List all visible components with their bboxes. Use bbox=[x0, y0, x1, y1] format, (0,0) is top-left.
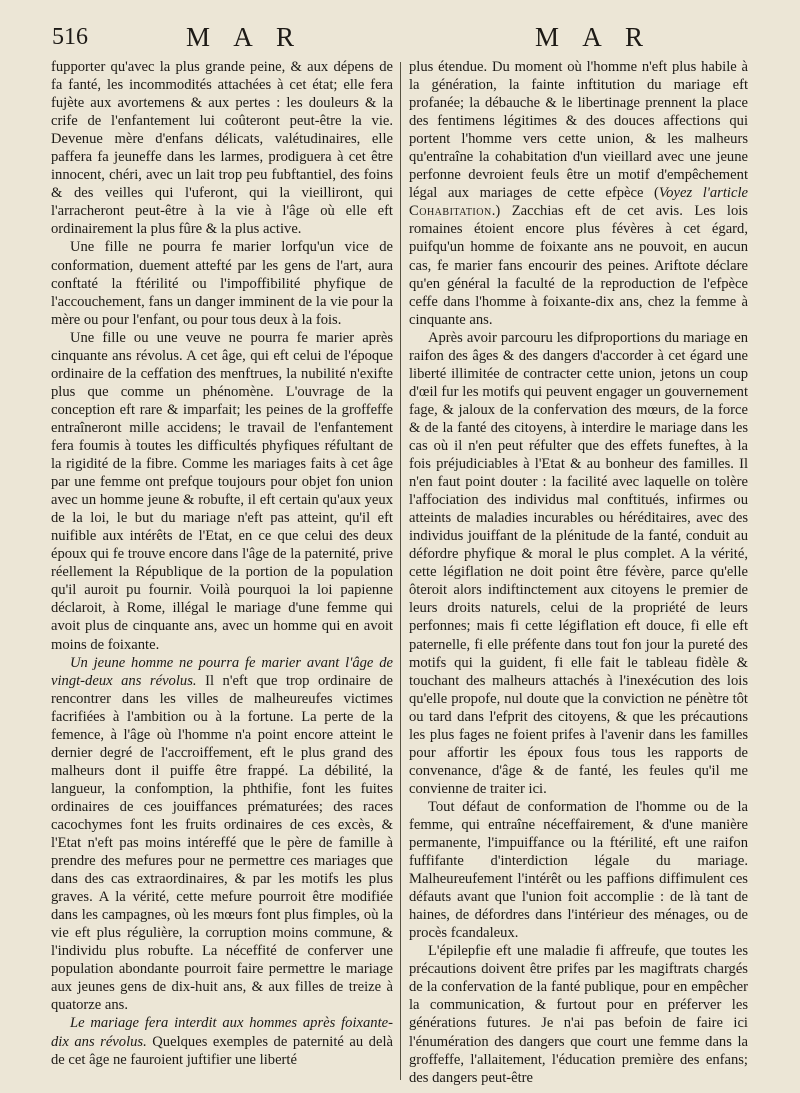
paragraph bbox=[409, 58, 748, 329]
paragraph-text: plus étendue. Du moment où l'homme n'eft plus habile à la génération, la fainte inftitution du mariage eft profanée; la débauche & le libertinage prennent la place des fentimens légitimes & des douces affections qui portent l'homme vers cette union, & les malheurs qu'entraîne la cohabitation d'un vieillard avec une jeune perfonne devroient feuls être un motif d'empêchement légal aux mariages de cette efpèce ( bbox=[409, 59, 748, 202]
paragraph: fupporter qu'avec la plus grande peine, & aux dépens de fa fanté, les incommodités attachées à cet état; elle fera fujète aux avortemens & aux pertes : les douleurs & la crife de l'enfantement lui coûteront peut-être la vie. Devenue mère d'enfans délicats, valétudinaires, elle paffera fa jeuneffe dans les larmes, prodiguera à cet être innocent, chéri, avec un lait trop peu fubftantiel, des foins & des veilles qui l'uferont, qui la vieilliront, qui l'arracheront peut-être à la vie à l'âge où elle eft ordinairement la plus fûre & la plus active. bbox=[51, 59, 393, 238]
paragraph: Tout défaut de conformation de l'homme ou de la femme, qui entraîne néceffairement, & d'une manière permanente, l'impuiffance ou la ftérilité, eft une raifon fuffifante d'interdiction légale du mariage. Malheureufement l'intérêt ou les paffions diffimulent ces défauts avant que l'union foit accomplie : de là tant de haines, de défordres dans l'intérieur des ménages, ou de procès fcandaleux. bbox=[409, 798, 748, 942]
column-divider bbox=[400, 62, 401, 1080]
paragraph: Une fille ou une veuve ne pourra fe marier après cinquante ans révolus. A cet âge, qui eft celui de l'époque ordinaire de la ceffation des menftrues, la nubilité n'exifte plus que comme un phénomène. L'ouvrage de la conception eft rare & imparfait; les peines de la groffeffe entraîneront mille accidens; le travail de l'enfantement fera foumis à toutes les difficultés phyfiques réfultant de la rigidité de la fibre. Comme les mariages faits à cet âge par une femme ont prefque toujours pour objet fon union avec un homme jeune & robufte, il eft certain qu'aux yeux de la loi, le but du mariage n'eft pas atteint, qu'il eft nuifible aux intérêts de l'Etat, en ce que celui des deux époux qui fe trouve encore dans l'âge de la paternité, prive réellement la République de la portion de la population qu'il auroit pu fournir. Voilà pourquoi la loi papienne déclaroit, à Rome, illégal le mariage d'une femme qui avoit plus de cinquante ans, avec un homme qui en avoit moins de foixante. bbox=[51, 329, 393, 653]
italic-lead: Un jeune homme ne pourra fe marier avant l'âge de vingt-deux ans révolus. bbox=[51, 654, 393, 689]
page-number: 516 bbox=[52, 24, 88, 50]
paragraph-text: .) Zacchias eft de cet avis. Les lois romaines étoient encore plus févères à cet égard, puifqu'un homme de foixante ans ne pouvoit, en aucun cas, fe marier fans encourir des peines. Ariftote déclare qu'en général la faculté de la reproduction de l'efpèce ceffe dans l'homme à foixante-dix ans, chez la femme à cinquante ans. bbox=[409, 203, 748, 328]
paragraph-text: Il n'eft que trop ordinaire de rencontrer dans les villes de malheureufes victimes facrifiées à l'ambition ou à la fortune. La perte de la femence, à l'âge où l'homme n'a point encore atteint le dernier degré de l'accroiffement, eft le plus grand des malheurs dont il puiffe être frappé. La débilité, la langueur, la confomption, la phthifie, font les fuites ordinaires de ces jouiffances prématurées; des races cacochymes font les fruits ordinaires de ces excès, & l'Etat n'eft pas moins intéreffé que le père de famille à prendre des mefures pour ne permettre ces mariages que dans des cas extraordinaires, & par les motifs les plus graves. A la vérité, cette mefure pourroit être modifiée dans les campagnes, où les mœurs font plus fimples, où la vie eft plus régulière, la corruption moins commune, & l'individu plus robufte. La néceffité de conferver une population abondante pourroit faire permettre le mariage aux jeunes gens de dix-huit ans, & aux filles de treize à quatorze ans. bbox=[51, 672, 393, 1014]
paragraph: Après avoir parcouru les difproportions du mariage en raifon des âges & des dangers d'accorder à cet égard une liberté illimitée de contracter cette union, jetons un coup d'œil fur les motifs qui peuvent engager un gouvernement fage, & jaloux de la confervation des mœurs, de la force & de la fanté des citoyens, à interdire le mariage dans les cas où il n'en peut réfulter que des effets funeftes, à la fois préjudiciables à l'Etat & au bonheur des familles. Il n'en faut point douter : la facilité avec laquelle on tolère l'affociation des individus mal conftitués, infirmes ou atteints de maladies incurables ou héréditaires, avec des individus jouiffant de la plénitude de la fanté, conduit au défordre phyfique & moral le plus complet. A la vérité, cette légiflation ne doit point être févère, parce qu'elle ôteroit alors indiftinctement aux citoyens le premier de leurs droits naturels, celui de la propriété de leurs perfonnes; mais fi cette légiflation eft douce, fi elle eft paternelle, fi elle préfente dans tout fon jour la pureté des motifs qui la guident, fi elle fait le tableau fidèle & touchant des malheurs attachés à l'inexécution des lois qu'elle propofe, nul doute que la conviction ne pénètre tôt ou tard dans l'efprit des citoyens, & que les précautions les plus fages ne foient prifes à l'avenir dans les familles pour affortir les époux fous tous les rapports de convenance, d'âge & de fanté, les feules qu'il me convienne de traiter ici. bbox=[409, 329, 748, 797]
paragraph: Une fille ne pourra fe marier lorfqu'un vice de conformation, duement attefté par les gens de l'art, aura conftaté la ftérilité ou l'impoffibilité phyfique de l'accouchement, fans un danger imminent de la vie pour la mère ou pour l'enfant, ou pour tous deux à la fois. bbox=[51, 239, 393, 328]
italic-lead: Le mariage fera interdit aux hommes après foixante-dix ans révolus. bbox=[51, 1015, 393, 1050]
paragraph-text: Quelques exemples de paternité au delà de cet âge ne fauroient juftifier une liberté bbox=[51, 1033, 393, 1068]
running-head-right: M A R bbox=[535, 22, 653, 52]
running-head-left: M A R bbox=[186, 22, 304, 52]
right-column bbox=[409, 58, 748, 1088]
paragraph bbox=[51, 1014, 393, 1068]
see-also-label: Voyez l'article bbox=[658, 185, 748, 202]
paragraph bbox=[51, 654, 393, 1015]
paragraph: L'épilepfie eft une maladie fi affreufe, que toutes les précautions doivent être prifes par les magiftrats chargés de la confervation de la fanté publique, pour en empêcher la communication, & furtout pour en préferver les générations futures. Je n'ai pas befoin de faire ici l'énumération des dangers que court une femme dans la groffeffe, l'allaitement, l'éducation première des enfans; des dangers peut-être bbox=[409, 943, 748, 1086]
left-column bbox=[51, 58, 393, 1088]
cross-reference: Cohabitation bbox=[409, 203, 492, 220]
